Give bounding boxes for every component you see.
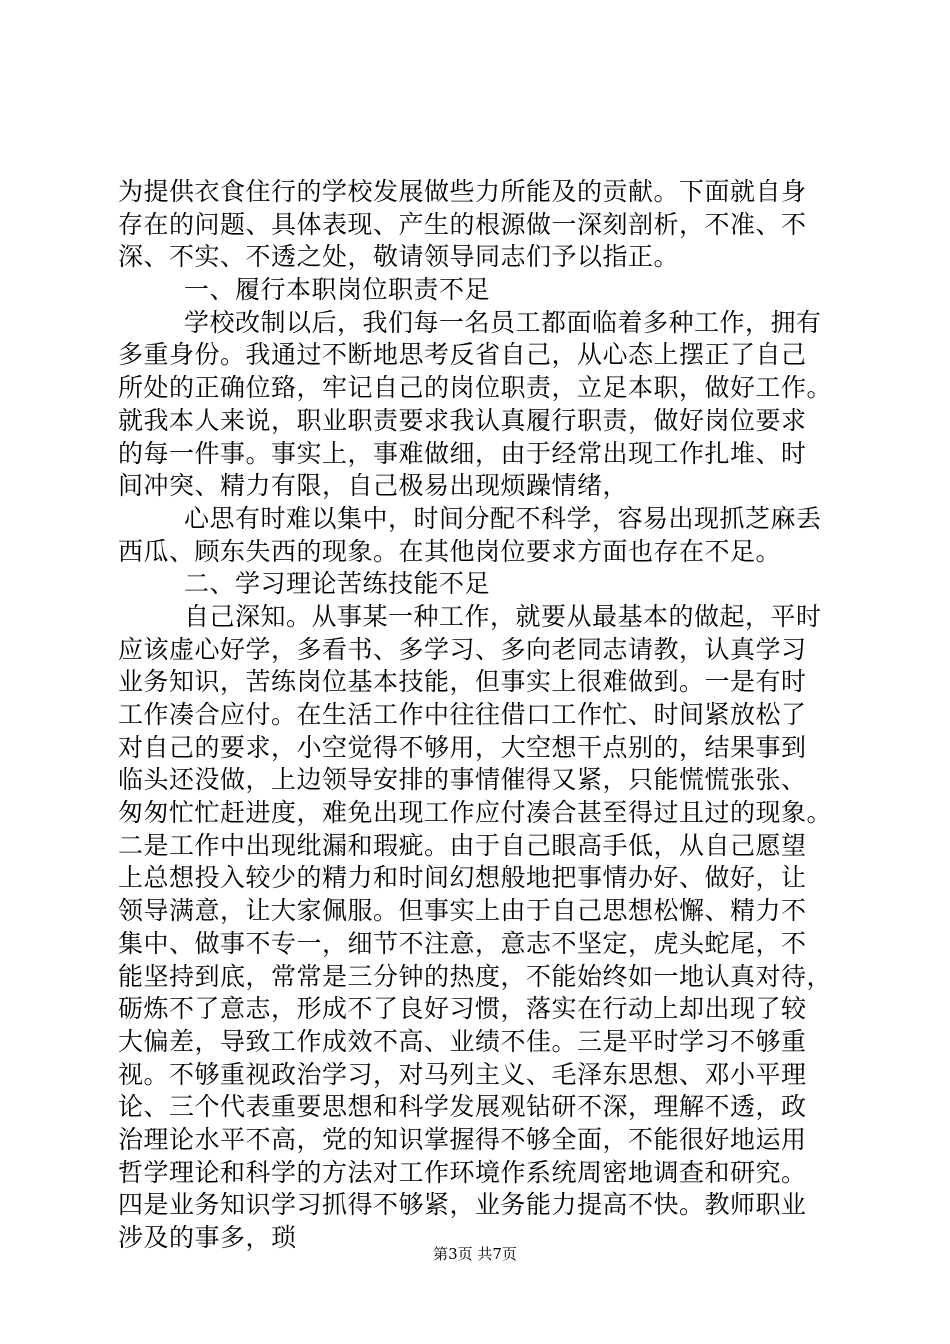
text-line: 治理论水平不高，党的知识掌握得不够全面，不能很好地运用 (118, 1124, 807, 1154)
text-line: 砺炼不了意志，形成不了良好习惯，落实在行动上却出现了较 (118, 994, 807, 1024)
text-line: 心思有时难以集中，时间分配不科学，容易出现抓芝麻丢 (184, 503, 822, 533)
page-footer: 第3页 共7页 (433, 1245, 517, 1263)
text-line: 为提供衣食住行的学校发展做些力所能及的贡献。下面就自身 (118, 177, 807, 206)
text-line: 能坚持到底，常常是三分钟的热度，不能始终如一地认真对待， (118, 961, 833, 991)
text-line: 自己深知。从事某一种工作，就要从最基本的做起，平时 (184, 601, 822, 631)
text-line: 论、三个代表重要思想和科学发展观钻研不深，理解不透，政 (118, 1092, 807, 1122)
text-line: 大偏差，导致工作成效不高、业绩不佳。三是平时学习不够重 (118, 1026, 807, 1056)
text-line: 哲学理论和科学的方法对工作环境作系统周密地调查和研究。 (118, 1157, 807, 1187)
text-line: 四是业务知识学习抓得不够紧，业务能力提高不快。教师职业 (118, 1190, 807, 1220)
text-line: 学校改制以后，我们每一名员工都面临着多种工作，拥有 (184, 307, 822, 337)
text-line: 间冲突、精力有限，自己极易出现烦躁情绪， (118, 471, 629, 501)
text-line: 二是工作中出现纰漏和瑕疵。由于自己眼高手低，从自己愿望 (118, 830, 807, 860)
text-line: 业务知识，苦练岗位基本技能，但事实上很难做到。一是有时 (118, 667, 807, 697)
text-line: 视。不够重视政治学习，对马列主义、毛泽东思想、邓小平理 (118, 1059, 807, 1089)
text-line: 应该虚心好学，多看书、多学习、多向老同志请教，认真学习 (118, 634, 807, 664)
text-line: 匆匆忙忙赶进度，难免出现工作应付凑合甚至得过且过的现象。 (118, 798, 833, 828)
text-line: 集中、做事不专一，细节不注意，意志不坚定，虎头蛇尾，不 (118, 928, 807, 958)
text-line: 二、学习理论苦练技能不足 (184, 569, 491, 599)
text-line: 存在的问题、具体表现、产生的根源做一深刻剖析，不准、不 (118, 209, 807, 239)
text-line: 一、履行本职岗位职责不足 (184, 275, 491, 305)
text-line: 就我本人来说，职业职责要求我认真履行职责，做好岗位要求 (118, 405, 807, 435)
text-line: 西瓜、顾东失西的现象。在其他岗位要求方面也存在不足。 (118, 536, 782, 566)
text-line: 工作凑合应付。在生活工作中往往借口工作忙、时间紧放松了 (118, 700, 807, 729)
text-line: 涉及的事多，琐 (118, 1223, 297, 1252)
text-line: 上总想投入较少的精力和时间幻想般地把事情办好、做好，让 (118, 863, 807, 893)
document-body (118, 176, 848, 1255)
text-line: 多重身份。我通过不断地思考反省自己，从心态上摆正了自己 (118, 340, 807, 370)
text-line: 深、不实、不透之处，敬请领导同志们予以指正。 (118, 242, 680, 272)
text-line: 领导满意，让大家佩服。但事实上由于自己思想松懈、精力不 (118, 896, 807, 926)
text-line: 所处的正确位臵，牢记自己的岗位职责，立足本职，做好工作。 (118, 373, 833, 403)
text-line: 临头还没做，上边领导安排的事情催得又紧，只能慌慌张张、 (118, 765, 807, 795)
text-line: 的每一件事。事实上，事难做细，由于经常出现工作扎堆、时 (118, 438, 807, 468)
text-line: 对自己的要求，小空觉得不够用，大空想干点别的，结果事到 (118, 732, 807, 762)
